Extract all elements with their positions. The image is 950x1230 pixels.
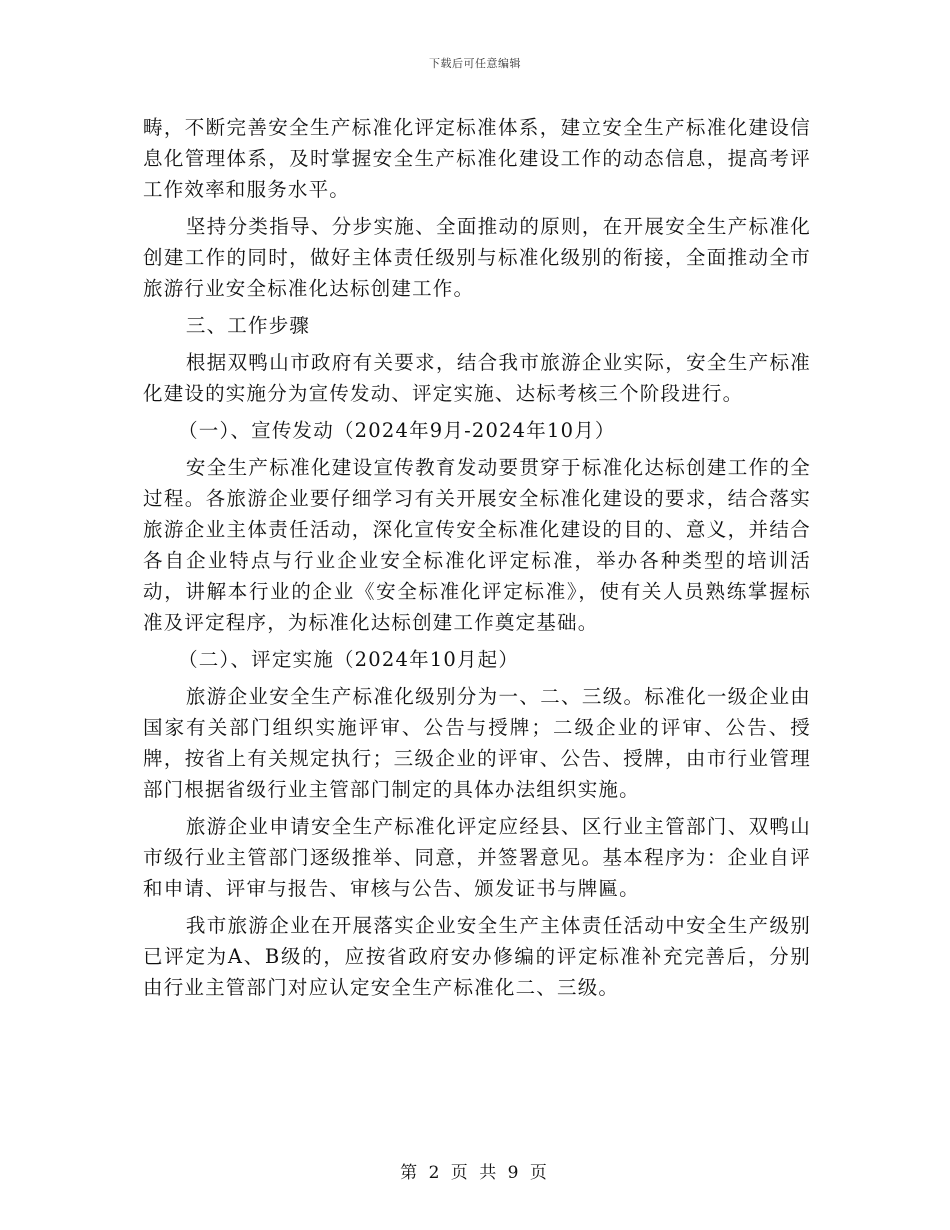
document-body [143,112,811,1009]
paragraph-2: 坚持分类指导、分步实施、全面推动的原则，在开展安全生产标准化创建工作的同时，做好主体责任级别与标准化级别的衔接，全面推动全市旅游行业安全标准化达标创建工作。 [143,215,811,300]
subheading-publicity: （一）、宣传发动（2024年9月-2024年10月） [178,419,616,442]
section-heading-work-steps: 三、工作步骤 [185,314,311,337]
page-number: 第 2 页 共 9 页 [400,1163,550,1183]
page-header: 下载后可任意编辑 [429,57,521,70]
paragraph-1: 畴，不断完善安全生产标准化评定标准体系，建立安全生产标准化建设信息化管理体系，及时掌握安全生产标准化建设工作的动态信息，提高考评工作效率和服务水平。 [143,116,811,201]
paragraph-3: 根据双鸭山市政府有关要求，结合我市旅游企业实际，安全生产标准化建设的实施分为宣传发动、评定实施、达标考核三个阶段进行。 [143,351,811,405]
paragraph-4: 安全生产标准化建设宣传教育发动要贯穿于标准化达标创建工作的全过程。各旅游企业要仔细学习有关开展安全标准化建设的要求，结合落实旅游企业主体责任活动，深化宣传安全标准化建设的目的、意义，并结合各自企业特点与行业企业安全标准化评定标准，举办各种类型的培训活动，讲解本行业的企业《安全标准化评定标准》，使有关人员熟练掌握标准及评定程序，为标准化达标创建工作奠定基础。 [143,456,811,634]
paragraph-5: 旅游企业安全生产标准化级别分为一、二、三级。标准化一级企业由国家有关部门组织实施评审、公告与授牌；二级企业的评审、公告、授牌，按省上有关规定执行；三级企业的评审、公告、授牌，由市行业管理部门根据省级行业主管部门制定的具体办法组织实施。 [143,685,811,801]
paragraph-6: 旅游企业申请安全生产标准化评定应经县、区行业主管部门、双鸭山市级行业主管部门逐级推举、同意，并签署意见。基本程序为：企业自评和申请、评审与报告、审核与公告、颁发证书与牌匾。 [143,815,811,900]
subheading-evaluation: （二）、评定实施（2024年10月起） [178,648,520,671]
paragraph-7: 我市旅游企业在开展落实企业安全生产主体责任活动中安全生产级别已评定为A、B级的，应按省政府安办修编的评定标准补充完善后，分别由行业主管部门对应认定安全生产标准化二、三级。 [143,914,811,999]
